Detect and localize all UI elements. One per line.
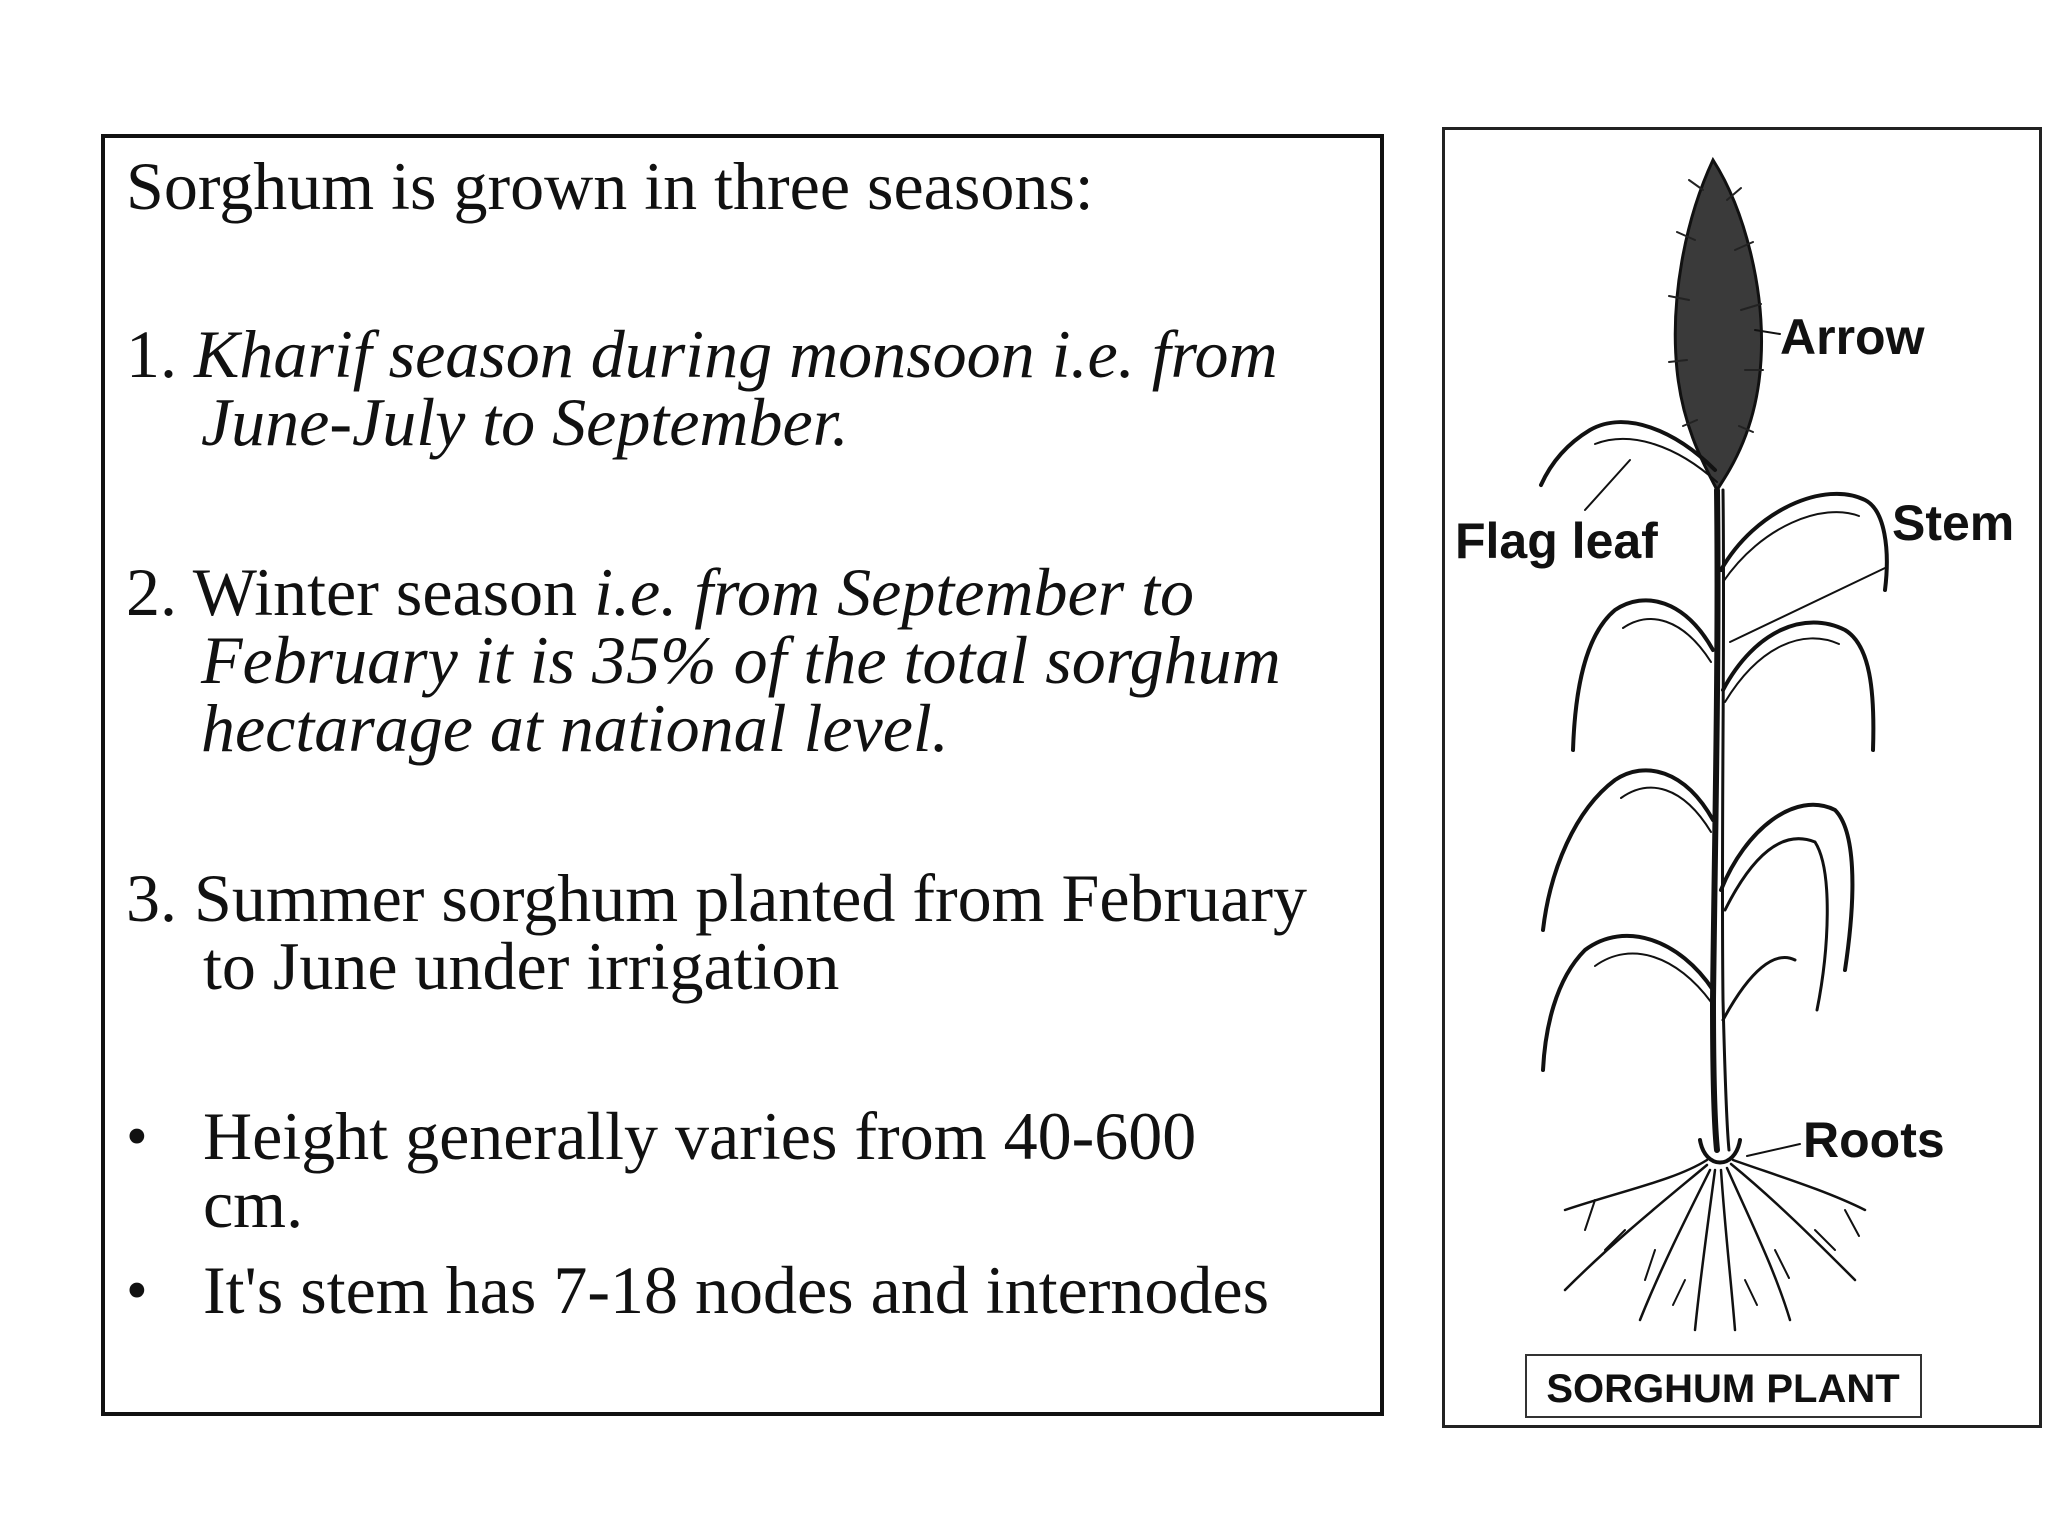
bullet-1-line-2: cm. [203,1166,304,1242]
stem-leader-line [1730,568,1885,642]
season-1-number: 1. [126,316,194,392]
intro-text: Sorghum is grown in three seasons: [126,148,1094,224]
season-2-line-1 [126,554,1195,630]
season-2-number: 2. [126,554,193,630]
season-2-italic: i.e. from September to [594,554,1195,630]
panicle-icon [1669,160,1763,490]
bullet-2-line-1: It's stem has 7-18 nodes and internodes [203,1252,1270,1328]
season-2-line-3: hectarage at national level. [201,690,949,766]
season-2-line-2: February it is 35% of the total sorghum [201,622,1281,698]
stem-label: Stem [1892,495,2015,551]
figure-caption: SORGHUM PLANT [1546,1367,1900,1411]
arrow-label: Arrow [1780,309,1925,365]
season-2-plain: Winter season [192,554,595,630]
roots-leader-line [1747,1144,1800,1156]
season-1-line-2: June-July to September. [201,384,849,460]
flag-leaf-leader-line [1585,460,1630,510]
season-1-line-1 [126,316,1278,392]
roots-label: Roots [1803,1112,1945,1168]
bullet-1-marker: • [126,1103,148,1171]
season-1-text-1: Kharif season during monsoon i.e. from [194,316,1278,392]
sorghum-plant-illustration [1445,130,2039,1425]
bullet-1-line-1: Height generally varies from 40-600 [203,1098,1197,1174]
season-3-line-1: 3. Summer sorghum planted from February [126,860,1308,936]
bullet-2-marker: • [126,1257,148,1325]
season-3-line-2: to June under irrigation [203,928,840,1004]
text-panel [101,134,1384,1416]
roots-icon [1565,1160,1865,1330]
sorghum-figure-panel [1442,127,2042,1428]
flag-leaf-label: Flag leaf [1455,513,1658,569]
flag-leaf-icon [1541,422,1715,485]
